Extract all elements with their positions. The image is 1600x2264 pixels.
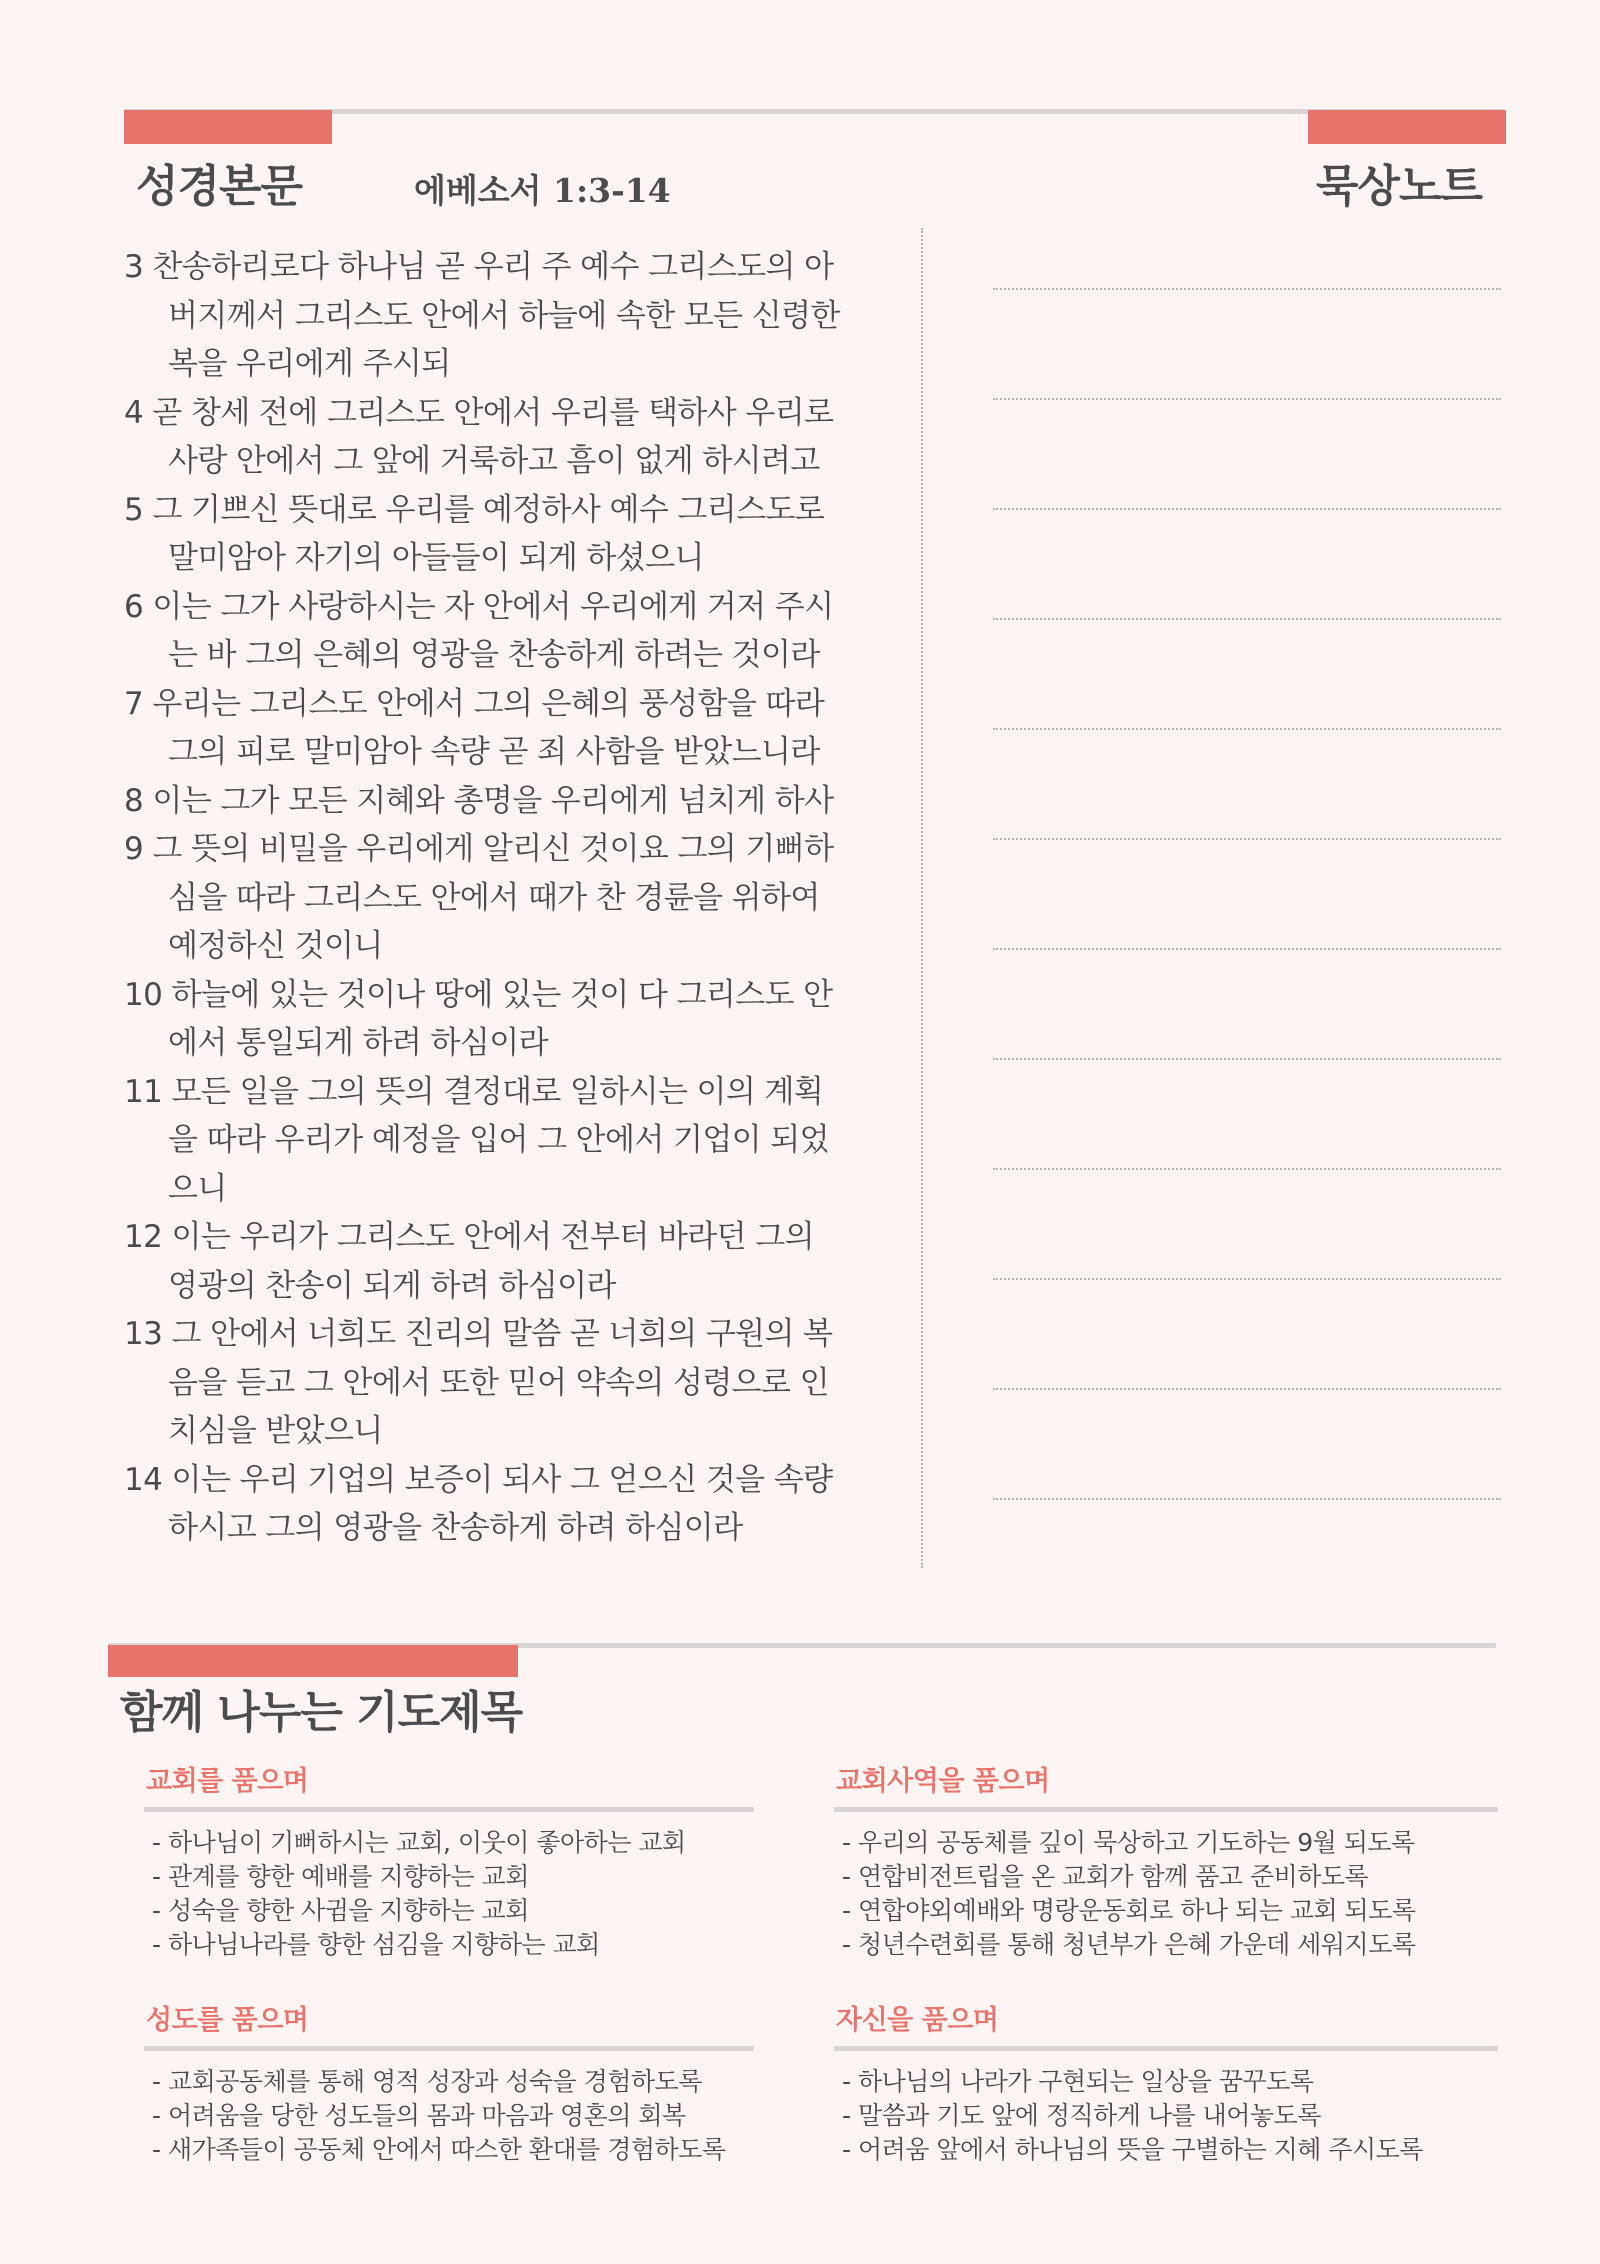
note-line[interactable] (993, 1498, 1501, 1500)
verse-list (124, 243, 884, 1553)
note-line[interactable] (993, 288, 1501, 290)
note-line[interactable] (993, 1388, 1501, 1390)
prayer-item: - 관계를 향한 예배를 지향하는 교회 (152, 1862, 529, 1891)
verse-5: 5 그 기쁘신 뜻대로 우리를 예정하사 예수 그리스도로 말미암아 자기의 아들들이 되게 하셨으니 (124, 491, 825, 576)
note-line[interactable] (993, 398, 1501, 400)
prayer-section-title: 자신을 품으며 (836, 2005, 999, 2036)
verse-3: 3 찬송하리로다 하나님 곧 우리 주 예수 그리스도의 아 버지께서 그리스도 안에서 하늘에 속한 모든 신령한 복을 우리에게 주시되 (124, 249, 840, 382)
prayer-tab-accent (108, 1645, 518, 1677)
verse-8: 8 이는 그가 모든 지혜와 총명을 우리에게 넘치게 하사 (124, 782, 834, 819)
prayer-item: - 연합비전트립을 온 교회가 함께 품고 준비하도록 (842, 1862, 1369, 1891)
scripture-title: 성경본문 (136, 161, 303, 212)
prayer-item: - 청년수련회를 통해 청년부가 은혜 가운데 세워지도록 (842, 1930, 1416, 1959)
notes-tab-accent (1308, 110, 1506, 144)
verse-6: 6 이는 그가 사랑하시는 자 안에서 우리에게 거저 주시 는 바 그의 은혜의 영광을 찬송하게 하려는 것이라 (124, 588, 834, 673)
prayer-item: - 새가족들이 공동체 안에서 따스한 환대를 경험하도록 (152, 2135, 726, 2164)
prayer-item: - 어려움 앞에서 하나님의 뜻을 구별하는 지혜 주시도록 (842, 2135, 1423, 2164)
prayer-item: - 하나님나라를 향한 섬김을 지향하는 교회 (152, 1930, 600, 1959)
verse-14: 14 이는 우리 기업의 보증이 되사 그 얻으신 것을 속량 하시고 그의 영광을 찬송하게 하려 하심이라 (124, 1461, 833, 1546)
prayer-item-list (842, 1826, 1416, 1962)
verse-13: 13 그 안에서 너희도 진리의 말씀 곧 너희의 구원의 복 음을 듣고 그 안에서 또한 믿어 약속의 성령으로 인 치심을 받았으니 (124, 1316, 833, 1449)
prayer-title: 함께 나누는 기도제목 (120, 1687, 523, 1738)
prayer-item: - 교회공동체를 통해 영적 성장과 성숙을 경험하도록 (152, 2067, 702, 2096)
verse-12: 12 이는 우리가 그리스도 안에서 전부터 바라던 그의 영광의 찬송이 되게 하려 하심이라 (124, 1219, 814, 1304)
prayer-item-list (152, 1826, 686, 1962)
prayer-item-list (152, 2065, 726, 2167)
prayer-item: - 우리의 공동체를 깊이 묵상하고 기도하는 9월 되도록 (842, 1828, 1415, 1857)
prayer-item: - 말씀과 기도 앞에 정직하게 나를 내어놓도록 (842, 2101, 1321, 2130)
section-divider (144, 2046, 754, 2051)
section-divider (834, 2046, 1498, 2051)
verse-11: 11 모든 일을 그의 뜻의 결정대로 일하시는 이의 계획 을 따라 우리가 예정을 입어 그 안에서 기업이 되었 으니 (124, 1073, 829, 1207)
note-line[interactable] (993, 838, 1501, 840)
scripture-reference: 에베소서 1:3-14 (414, 171, 671, 210)
notes-title: 묵상노트 (1316, 161, 1483, 212)
note-line[interactable] (993, 508, 1501, 510)
prayer-item: - 하나님이 기뻐하시는 교회, 이웃이 좋아하는 교회 (152, 1828, 686, 1857)
note-line[interactable] (993, 618, 1501, 620)
note-line[interactable] (993, 948, 1501, 950)
prayer-item-list (842, 2065, 1423, 2167)
note-line[interactable] (993, 1168, 1501, 1170)
prayer-section-title: 교회를 품으며 (146, 1766, 309, 1797)
column-divider (921, 228, 923, 1568)
note-line[interactable] (993, 1278, 1501, 1280)
verse-7: 7 우리는 그리스도 안에서 그의 은혜의 풍성함을 따라 그의 피로 말미암아 속량 곧 죄 사함을 받았느니라 (124, 685, 825, 770)
prayer-section-title: 성도를 품으며 (146, 2005, 309, 2036)
verse-9: 9 그 뜻의 비밀을 우리에게 알리신 것이요 그의 기뻐하 심을 따라 그리스도 안에서 때가 찬 경륜을 위하여 예정하신 것이니 (124, 831, 834, 964)
prayer-item: - 성숙을 향한 사귐을 지향하는 교회 (152, 1896, 529, 1925)
section-divider (834, 1807, 1498, 1812)
prayer-item: - 하나님의 나라가 구현되는 일상을 꿈꾸도록 (842, 2067, 1314, 2096)
note-line[interactable] (993, 728, 1501, 730)
prayer-item: - 어려움을 당한 성도들의 몸과 마음과 영혼의 회복 (152, 2101, 686, 2130)
scripture-tab-accent (124, 110, 332, 144)
prayer-item: - 연합야외예배와 명랑운동회로 하나 되는 교회 되도록 (842, 1896, 1416, 1925)
verse-10: 10 하늘에 있는 것이나 땅에 있는 것이 다 그리스도 안 에서 통일되게 하려 하심이라 (124, 976, 833, 1061)
verse-4: 4 곧 창세 전에 그리스도 안에서 우리를 택하사 우리로 사랑 안에서 그 앞에 거룩하고 흠이 없게 하시려고 (124, 394, 834, 479)
section-divider (144, 1807, 754, 1812)
note-line[interactable] (993, 1058, 1501, 1060)
prayer-section-title: 교회사역을 품으며 (836, 1766, 1050, 1797)
